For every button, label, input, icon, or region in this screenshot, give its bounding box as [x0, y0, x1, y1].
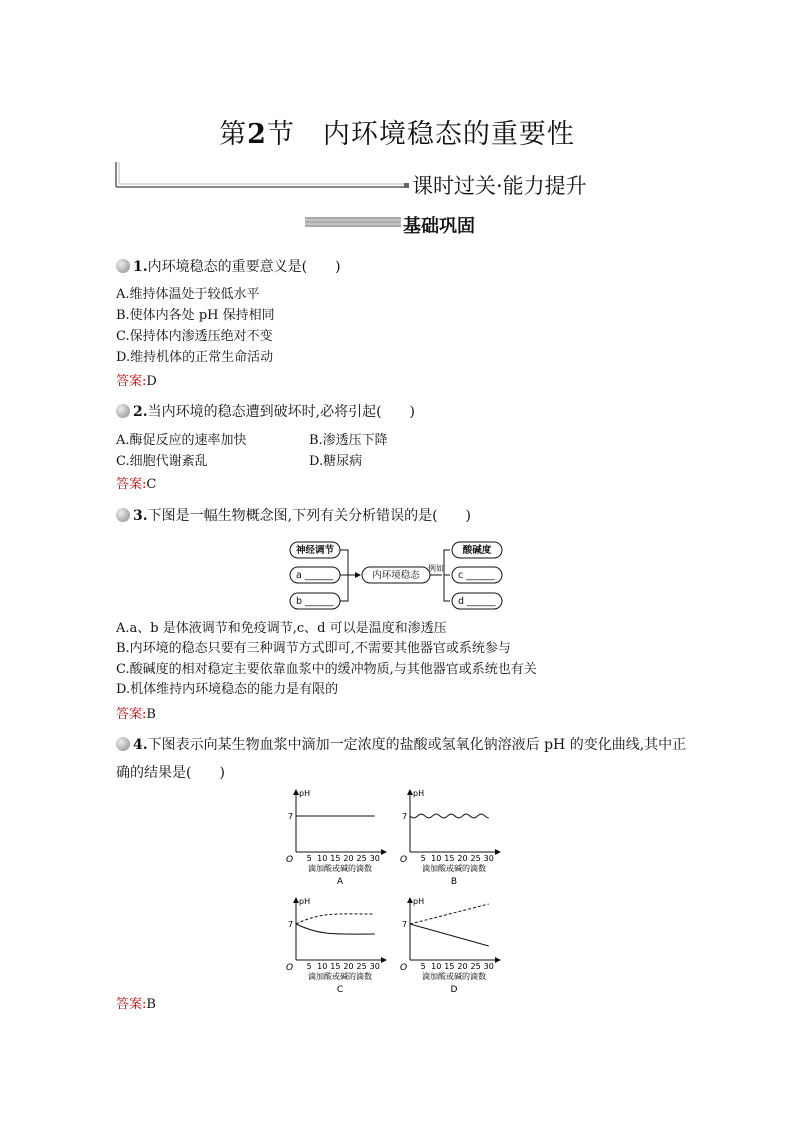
question-2: 2.当内环境的稳态遭到破坏时,必将引起( ) [116, 402, 415, 422]
ph-graphs [280, 780, 510, 995]
graph-label: D [450, 985, 458, 995]
q3-answer: 答案:B [116, 707, 156, 722]
origin-label: O [400, 963, 408, 973]
q1-option-c: C.保持体内渗透压绝对不变 [116, 329, 273, 344]
ph-graph-B [400, 789, 500, 887]
x-tick-label: 20 [457, 854, 468, 863]
question-4-line-1: 4.下图表示向某生物血浆中滴加一定浓度的盐酸或氢氧化钠溶液后 pH 的变化曲线,其中正 [116, 735, 686, 755]
x-tick-label: 10 [317, 854, 328, 863]
x-tick-label: 20 [457, 962, 468, 971]
ph-graph-C [286, 897, 386, 995]
ph-graph-A [286, 789, 386, 887]
diagram-example-label: 例如 [428, 564, 444, 573]
q1-option-a: A.维持体温处于较低水平 [116, 287, 260, 302]
y-axis-label: pH [413, 789, 425, 798]
origin-label: O [286, 855, 294, 865]
x-tick-label: 25 [356, 854, 367, 863]
x-tick-label: 5 [420, 962, 426, 971]
x-tick-label: 10 [317, 962, 328, 971]
q2-option-c: C.细胞代谢紊乱 [116, 454, 208, 469]
q3-option-b: B.内环境的稳态只要有三种调节方式即可,不需要其他器官或系统参与 [116, 641, 511, 656]
y-tick-7: 7 [288, 812, 294, 821]
x-tick-label: 30 [483, 854, 494, 863]
question-1: 1.内环境稳态的重要意义是( ) [116, 257, 341, 277]
q2-option-d: D.糖尿病 [309, 454, 363, 469]
diagram-right-2: c ______ [458, 570, 495, 581]
diagram-left-2: a ______ [296, 570, 334, 581]
q3-option-c: C.酸碱度的相对稳定主要依靠血浆中的缓冲物质,与其他器官或系统也有关 [116, 662, 537, 677]
q2-answer: 答案:C [116, 477, 157, 492]
ph-curve-alkali [296, 914, 375, 924]
y-tick-7: 7 [288, 920, 294, 929]
question-bullet-icon [116, 508, 130, 522]
x-tick-label: 25 [470, 962, 481, 971]
x-tick-label: 10 [431, 962, 442, 971]
q1-option-d: D.维持机体的正常生命活动 [116, 350, 274, 365]
diagram-left-3: b ______ [296, 596, 334, 607]
x-tick-label: 15 [444, 854, 455, 863]
x-axis-label: 滴加酸或碱的滴数 [422, 972, 486, 981]
question-bullet-icon [116, 404, 130, 418]
origin-label: O [286, 963, 294, 973]
x-tick-label: 15 [330, 962, 341, 971]
section-heading: 基础巩固 [403, 216, 475, 237]
graph-label: C [336, 985, 344, 995]
question-4-line-2: 确的结果是( ) [116, 765, 225, 781]
x-tick-label: 5 [420, 854, 426, 863]
x-tick-label: 25 [356, 962, 367, 971]
y-axis-label: pH [413, 897, 425, 906]
q2-option-b: B.渗透压下降 [309, 433, 388, 448]
ph-curve-acid [410, 924, 489, 946]
y-axis-label: pH [299, 897, 311, 906]
x-tick-label: 5 [306, 962, 312, 971]
graph-label: B [450, 877, 458, 887]
q3-option-d: D.机体维持内环境稳态的能力是有限的 [116, 682, 339, 697]
diagram-left-1: 神经调节 [295, 545, 335, 556]
x-tick-label: 5 [306, 854, 312, 863]
y-tick-7: 7 [402, 920, 408, 929]
ph-graph-D [400, 897, 500, 995]
diagram-center: 内环境稳态 [372, 570, 420, 581]
x-tick-label: 30 [369, 962, 380, 971]
origin-label: O [400, 855, 408, 865]
q1-answer: 答案:D [116, 374, 157, 389]
q1-option-b: B.使体内各处 pH 保持相同 [116, 308, 275, 323]
x-axis-label: 滴加酸或碱的滴数 [308, 972, 372, 981]
x-tick-label: 20 [343, 854, 354, 863]
question-bullet-icon [116, 737, 130, 751]
x-tick-label: 10 [431, 854, 442, 863]
ph-curve-acid [296, 924, 375, 934]
y-axis-label: pH [299, 789, 311, 798]
x-tick-label: 15 [330, 854, 341, 863]
question-3: 3.下图是一幅生物概念图,下列有关分析错误的是( ) [116, 506, 471, 526]
q2-option-a: A.酶促反应的速率加快 [116, 433, 247, 448]
q4-answer: 答案:B [116, 997, 156, 1012]
diagram-right-3: d ______ [458, 596, 496, 607]
x-axis-label: 滴加酸或碱的滴数 [422, 864, 486, 873]
x-tick-label: 25 [470, 854, 481, 863]
subtitle-bar-decoration [112, 160, 412, 194]
page-title: 第2节 内环境稳态的重要性 [219, 119, 575, 150]
subtitle: 课时过关·能力提升 [412, 174, 587, 198]
graph-label: A [336, 877, 344, 887]
question-bullet-icon [116, 259, 130, 273]
ph-curve-alkali [410, 904, 489, 924]
q3-option-a: A.a、b 是体液调节和免疫调节,c、d 可以是温度和渗透压 [116, 621, 447, 636]
x-tick-label: 30 [483, 962, 494, 971]
y-tick-7: 7 [402, 812, 408, 821]
x-axis-label: 滴加酸或碱的滴数 [308, 864, 372, 873]
concept-diagram [286, 538, 508, 614]
ph-curve [410, 814, 489, 818]
diagram-right-1: 酸碱度 [462, 545, 492, 556]
section-bar-decoration [305, 217, 401, 229]
x-tick-label: 15 [444, 962, 455, 971]
x-tick-label: 20 [343, 962, 354, 971]
x-tick-label: 30 [369, 854, 380, 863]
